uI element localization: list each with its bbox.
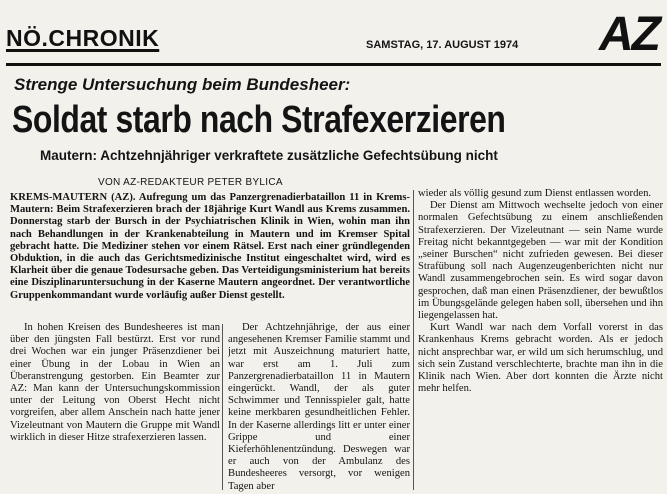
column-divider [222,324,223,490]
article-subhead: Mautern: Achtzehnjähriger verkraftete zusätzliche Gefechtsübung nicht [40,148,498,163]
article-kicker: Strenge Untersuchung beim Bundesheer: [14,75,351,94]
issue-date: SAMSTAG, 17. AUGUST 1974 [366,39,519,51]
body-column-1: In hohen Kreisen des Bundesheeres ist man über den jüngsten Fall bestürzt. Erst vor rund drei Wochen war ein junger Präsenzdiener bei einer Übung in der Lobau in Wien an Überanstrengung gestorben. Ein Beamter zur AZ: Man kann der Untersuchungskommission unter der Leitung von Oberst Hecht nicht vorgreifen, aber allem Anschein nach hatte jener Vizeleutnant von Mautern die Gruppe mit Wandl wirklich in dieser Hitze strafexerzieren lassen. [10,322,220,443]
paragraph: wieder als völlig gesund zum Dienst entlassen worden. [418,188,652,199]
article-byline: VON AZ-REDAKTEUR PETER BYLICA [98,177,283,188]
paragraph: Kurt Wandl war nach dem Vorfall vorerst in das Krankenhaus Krems gebracht worden. Als er jedoch nicht ansprechbar war, er wild um sich herumschlug, und sich sein Zustand verschlechterte, brachte man ihn in die Klinik nach Wien. Aber dort konnten die Ärzte nicht mehr helfen. [418,322,663,395]
body-column-2: Der Achtzehnjährige, der aus einer angesehenen Kremser Familie stammt und jetzt mit Auszeichnung maturiert hatte, war erst am 1. Juli zum Panzergrenadierbataillon 11 in Mautern eingerückt. Wandl, der als guter Schwimmer und Tennisspieler galt, hatte keine merkbaren gesundheitlichen Fehler. In der Kaserne allerdings litt er unter einer Grippe und einer Kieferhöhlenentzündung. Deswegen war er auch von der Ambulanz des Bundesheeres versorgt, vor wenigen Tagen aber [228,322,410,492]
article-lead: KREMS-MAUTERN (AZ). Aufregung um das Panzergrenadierbataillon 11 in Krems-Mautern: Beim Strafexerzieren brach der 18jährige Kurt Wandl aus Krems zusammen. Donnerstag starb der Bursch in der Psychiatrischen Klinik in Wien, wohin man ihn nach Behandlungen in der Krankenabteilung in Mautern und im Kremser Spital gebracht hatte. Die Mediziner stehen vor einem Rätsel. Erst nach einer gründlegenden Obduktion, in die auch das Gerichtsmedizinische Institut eingeschaltet wird, wird es Klarheit über die genaue Todesursache geben. Das Verteidigungsministerium hat bereits eine Disziplinaruntersuchung in der Kaserne Mautern angeordnet. Der verantwortliche Gruppenkommandant wurde vorläufig außer Dienst gestellt. [10,192,410,301]
masthead [6,5,661,66]
newspaper-logo: AZ [599,8,659,61]
section-title: NÖ.CHRONIK [6,25,160,51]
column-divider [413,190,414,490]
article-headline: Soldat starb nach Strafexerzieren [12,99,506,141]
paragraph: Der Dienst am Mittwoch wechselte jedoch von einer normalen Gefechtsübung zu einem anschließenden Strafexerzieren. Der Vizeleutnant — sein Name wurde Freitag nicht bekanntgegeben — war mit der Kondition „seiner Burschen“ nicht zufrieden gewesen. Bei dieser Strafübung soll nach Augenzeugenberichten nicht nur Wandl zusammengebrochen sein. Es wird sogar davon gesprochen, daß man einen Präsenzdiener, der bewußtlos im Übungsgelände gelegen haben soll, übersehen und ihn liegengelassen hat. [418,200,663,322]
body-column-3 [418,188,663,492]
